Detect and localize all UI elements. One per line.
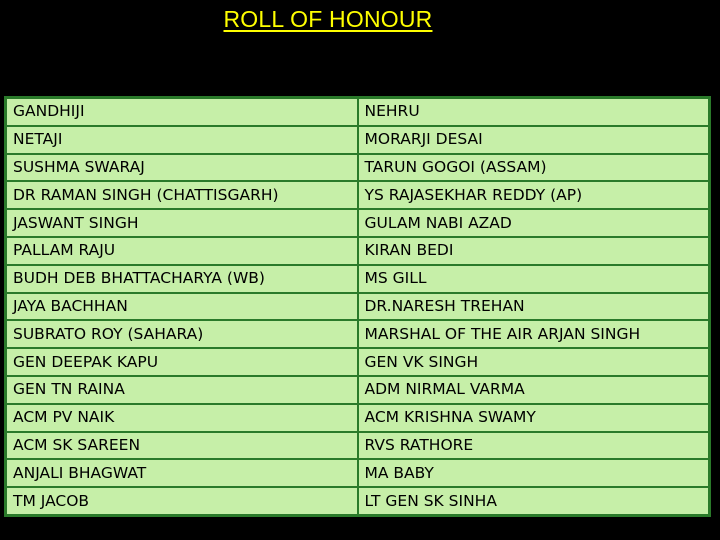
- table-row: [6, 181, 710, 209]
- name-cell-left: DR RAMAN SINGH (CHATTISGARH): [6, 181, 358, 209]
- table-row: [6, 265, 710, 293]
- name-cell-left: GEN DEEPAK KAPU: [6, 348, 358, 376]
- table-row: [6, 154, 710, 182]
- name-cell-right: GULAM NABI AZAD: [358, 209, 710, 237]
- name-cell-right: MS GILL: [358, 265, 710, 293]
- table-row: [6, 459, 710, 487]
- name-cell-right: RVS RATHORE: [358, 432, 710, 460]
- page-title: ROLL OF HONOUR: [223, 6, 433, 32]
- table-row: [6, 348, 710, 376]
- honour-table-body: [6, 98, 710, 516]
- table-row: [6, 320, 710, 348]
- name-cell-left: SUSHMA SWARAJ: [6, 154, 358, 182]
- table-row: [6, 404, 710, 432]
- table-row: [6, 376, 710, 404]
- name-cell-right: MORARJI DESAI: [358, 126, 710, 154]
- honour-table: [4, 96, 711, 517]
- name-cell-left: GEN TN RAINA: [6, 376, 358, 404]
- name-cell-left: ACM SK SAREEN: [6, 432, 358, 460]
- name-cell-right: LT GEN SK SINHA: [358, 487, 710, 515]
- table-row: [6, 126, 710, 154]
- name-cell-right: MARSHAL OF THE AIR ARJAN SINGH: [358, 320, 710, 348]
- name-cell-right: GEN VK SINGH: [358, 348, 710, 376]
- name-cell-right: MA BABY: [358, 459, 710, 487]
- table-row: [6, 98, 710, 126]
- table-row: [6, 293, 710, 321]
- name-cell-left: GANDHIJI: [6, 98, 358, 126]
- name-cell-left: BUDH DEB BHATTACHARYA (WB): [6, 265, 358, 293]
- table-row: [6, 209, 710, 237]
- name-cell-left: NETAJI: [6, 126, 358, 154]
- name-cell-right: ACM KRISHNA SWAMY: [358, 404, 710, 432]
- name-cell-left: ACM PV NAIK: [6, 404, 358, 432]
- name-cell-right: ADM NIRMAL VARMA: [358, 376, 710, 404]
- table-row: [6, 432, 710, 460]
- name-cell-right: TARUN GOGOI (ASSAM): [358, 154, 710, 182]
- name-cell-right: NEHRU: [358, 98, 710, 126]
- table-row: [6, 237, 710, 265]
- name-cell-right: YS RAJASEKHAR REDDY (AP): [358, 181, 710, 209]
- name-cell-left: ANJALI BHAGWAT: [6, 459, 358, 487]
- name-cell-left: PALLAM RAJU: [6, 237, 358, 265]
- name-cell-left: JASWANT SINGH: [6, 209, 358, 237]
- name-cell-left: SUBRATO ROY (SAHARA): [6, 320, 358, 348]
- name-cell-right: DR.NARESH TREHAN: [358, 293, 710, 321]
- name-cell-left: TM JACOB: [6, 487, 358, 515]
- name-cell-left: JAYA BACHHAN: [6, 293, 358, 321]
- table-row: [6, 487, 710, 515]
- name-cell-right: KIRAN BEDI: [358, 237, 710, 265]
